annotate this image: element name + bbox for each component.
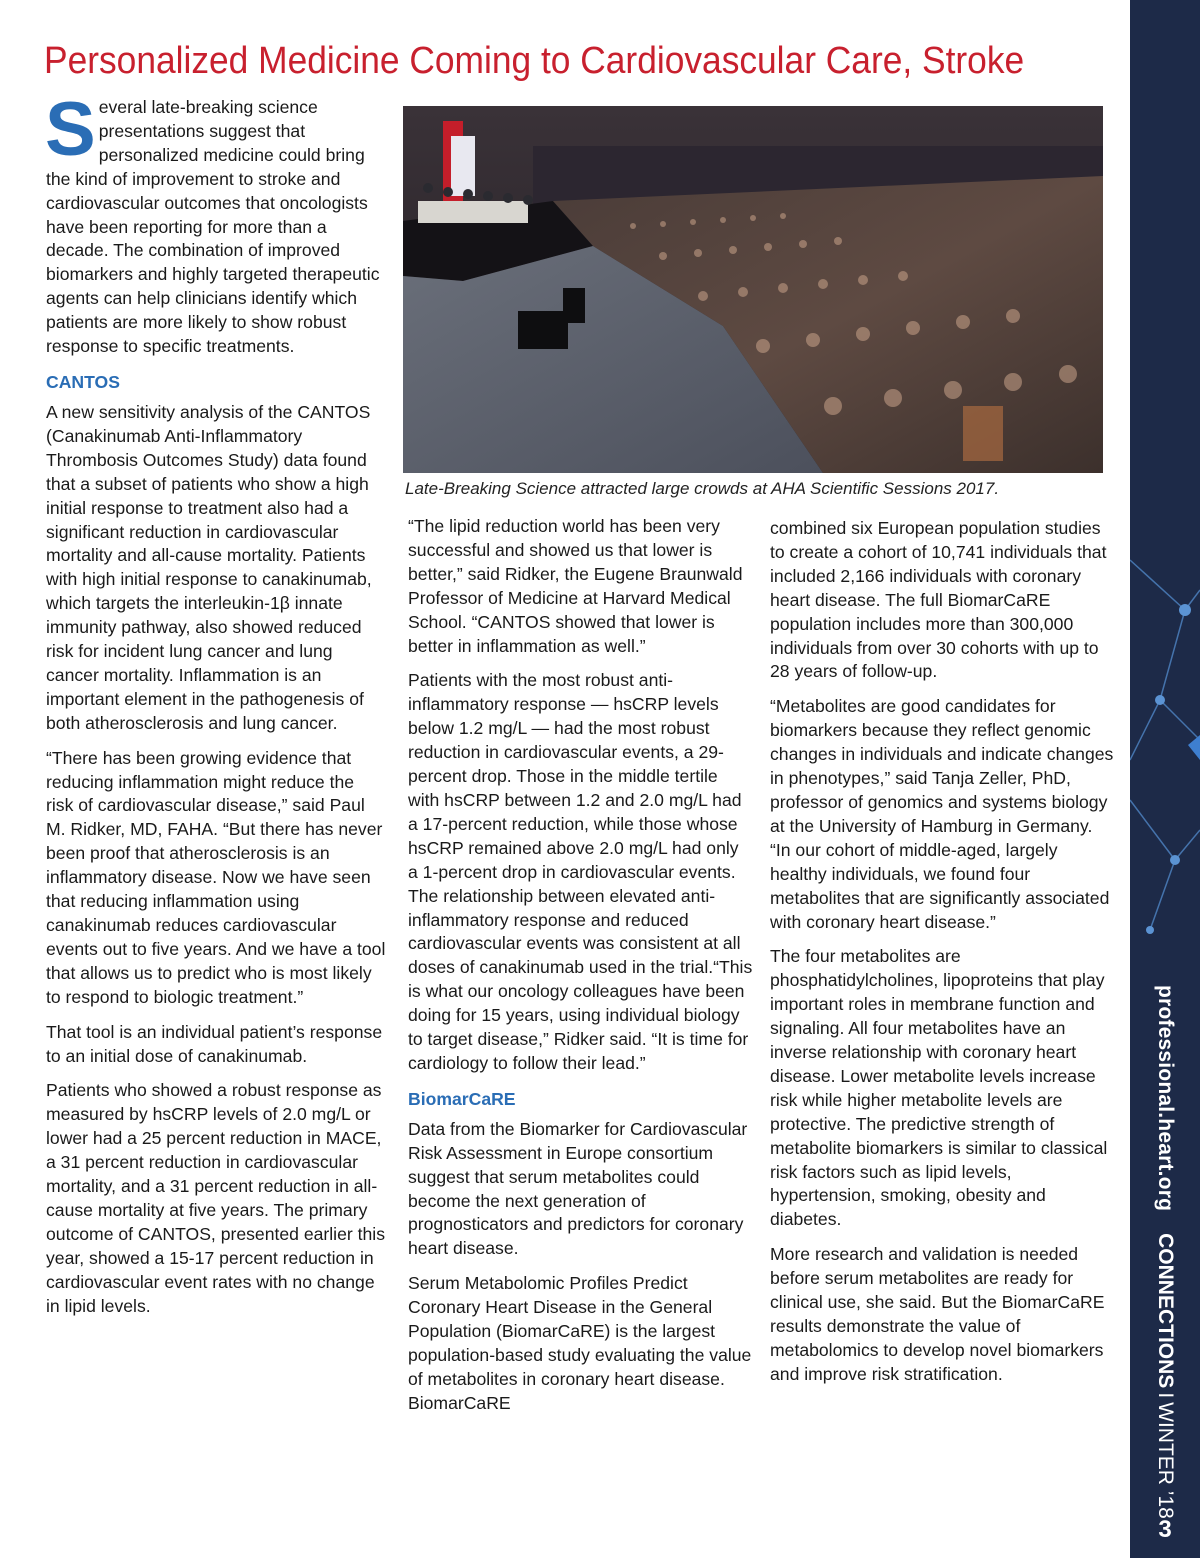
paragraph: combined six European population studies to create a cohort of 10,741 individuals that included 2,166 individuals with coronary heart disease. The full BiomarCaRE population includes more than 300,000 individuals from over 30 cohorts with up to 28 years of follow-up. (770, 518, 1107, 682)
article-title: Personalized Medicine Coming to Cardiovascular Care, Stroke (44, 40, 1025, 82)
website-url: professional.heart.org (1154, 985, 1177, 1212)
paragraph: A new sensitivity analysis of the CANTOS (Canakinumab Anti-Inflammatory Thrombosis Outcomes Study) data found that a subset of patients who show a high initial response to treatment also had a significant reduction in cardiovascular mortality and all-cause mortality. Patients with high initial response to canakinumab, which targets the interleukin-1β innate immunity pathway, also showed reduced risk for incident lung cancer and lung cancer mortality. Inflammation is an important element in the pathogenesis of both atherosclerosis and lung cancer. (46, 401, 372, 733)
text-column-3 (770, 517, 1115, 1398)
paragraph: “The lipid reduction world has been very successful and showed us that lower is better,” said Ridker, the Eugene Braunwald Professor of Medicine at Harvard Medical School. “CANTOS showed that lower is better in inflammation as well.” (408, 516, 743, 656)
drop-cap: S (45, 87, 96, 172)
paragraph: More research and validation is needed before serum metabolites are ready for clinical use, she said. But the BiomarCaRE results demonstrate the value of metabolomics to develop novel biomarkers and improve risk stratification. (770, 1244, 1105, 1384)
text-column-2 (408, 515, 753, 1427)
intro-text: everal late-breaking science presentations suggest that personalized medicine could bring the kind of improvement to stroke and cardiovascular outcomes that oncologists have been reporting for more than a decade. The combination of improved biomarkers and highly targeted therapeutic agents can help clinicians identify which patients are more likely to show robust response to specific treatments. (46, 97, 380, 357)
separator: I (1154, 1392, 1177, 1399)
paragraph: “Metabolites are good candidates for biomarkers because they reflect genomic changes in individuals and indicate changes in phenotypes,” said Tanja Zeller, PhD, professor of genomics and systems biology at the University of Hamburg in Germany. “In our cohort of middle-aged, largely healthy individuals, we found four metabolites that are significantly associated with coronary heart disease.” (770, 696, 1114, 932)
projection-screen (451, 136, 475, 196)
photo-caption: Late-Breaking Science attracted large crowds at AHA Scientific Sessions 2017. (405, 479, 1000, 498)
conference-photo (403, 106, 1103, 473)
publication-name: CONNECTIONS (1154, 1233, 1177, 1389)
paragraph: Serum Metabolomic Profiles Predict Coronary Heart Disease in the General Population (BiomarCaRE) is the largest population-based study evaluating the value of metabolites in coronary heart disease. BiomarCaRE (408, 1273, 752, 1413)
paragraph: “There has been growing evidence that reducing inflammation might reduce the risk of cardiovascular disease,” said Paul M. Ridker, MD, FAHA. “But there has never been proof that atherosclerosis is an inflammatory disease. Now we have seen that reducing inflammation using canakinumab reduces cardiovascular events out to five years. And we have a tool that allows us to predict who is most likely to respond to biologic treatment.” (46, 747, 386, 1007)
section-heading-biomarcare: BiomarCaRE (408, 1088, 516, 1109)
text-column-1 (45, 87, 386, 1330)
page-number: 3 (1158, 1516, 1172, 1543)
sidebar-vertical-text (1140, 985, 1190, 1519)
paragraph: Data from the Biomarker for Cardiovascular Risk Assessment in Europe consortium suggest that serum metabolites could become the next generation of prognosticators and predictors for coronary heart disease. (408, 1118, 748, 1259)
section-heading-cantos: CANTOS (46, 371, 120, 392)
paragraph: That tool is an individual patient’s response to an initial dose of canakinumab. (46, 1021, 383, 1066)
paragraph: Patients with the most robust anti-inflammatory response — hsCRP levels below 1.2 mg/L — had the most robust reduction in cardiovascular events, a 29-percent drop. Those in the middle tertile with hsCRP between 1.2 and 2.0 mg/L had a 17-percent reduction, while those whose hsCRP remained above 2.0 mg/L had only a 1-percent drop in cardiovascular events. The relationship between elevated anti-inflammatory response and reduced cardiovascular events was consistent at all doses of canakinumab used in the trial.“This is what our oncology colleagues have been doing for 15 years, using individual biology to target disease,” Ridker said. “It is time for cardiology to follow their lead.” (408, 670, 753, 1073)
paragraph: Patients who showed a robust response as measured by hsCRP levels of 2.0 mg/L or lower had a 25 percent reduction in MACE, a 31 percent reduction in cardiovascular mortality, and a 31 percent reduction in all-cause mortality at five years. The primary outcome of CANTOS, presented earlier this year, showed a 15-17 percent reduction in cardiovascular event rates with no change in lipid levels. (46, 1080, 385, 1316)
intro-paragraph (45, 87, 386, 359)
issue-label: WINTER ’18 (1154, 1402, 1177, 1519)
paragraph: The four metabolites are phosphatidylcholines, lipoproteins that play important roles in membrane function and signaling. All four metabolites have an inverse relationship with coronary heart disease. Lower metabolite levels increase risk while higher metabolite levels are protective. The predictive strength of metabolite biomarkers is similar to classical risk factors such as lipid levels, hypertension, smoking, obesity and diabetes. (770, 946, 1108, 1230)
auditorium-illustration (403, 106, 1103, 473)
